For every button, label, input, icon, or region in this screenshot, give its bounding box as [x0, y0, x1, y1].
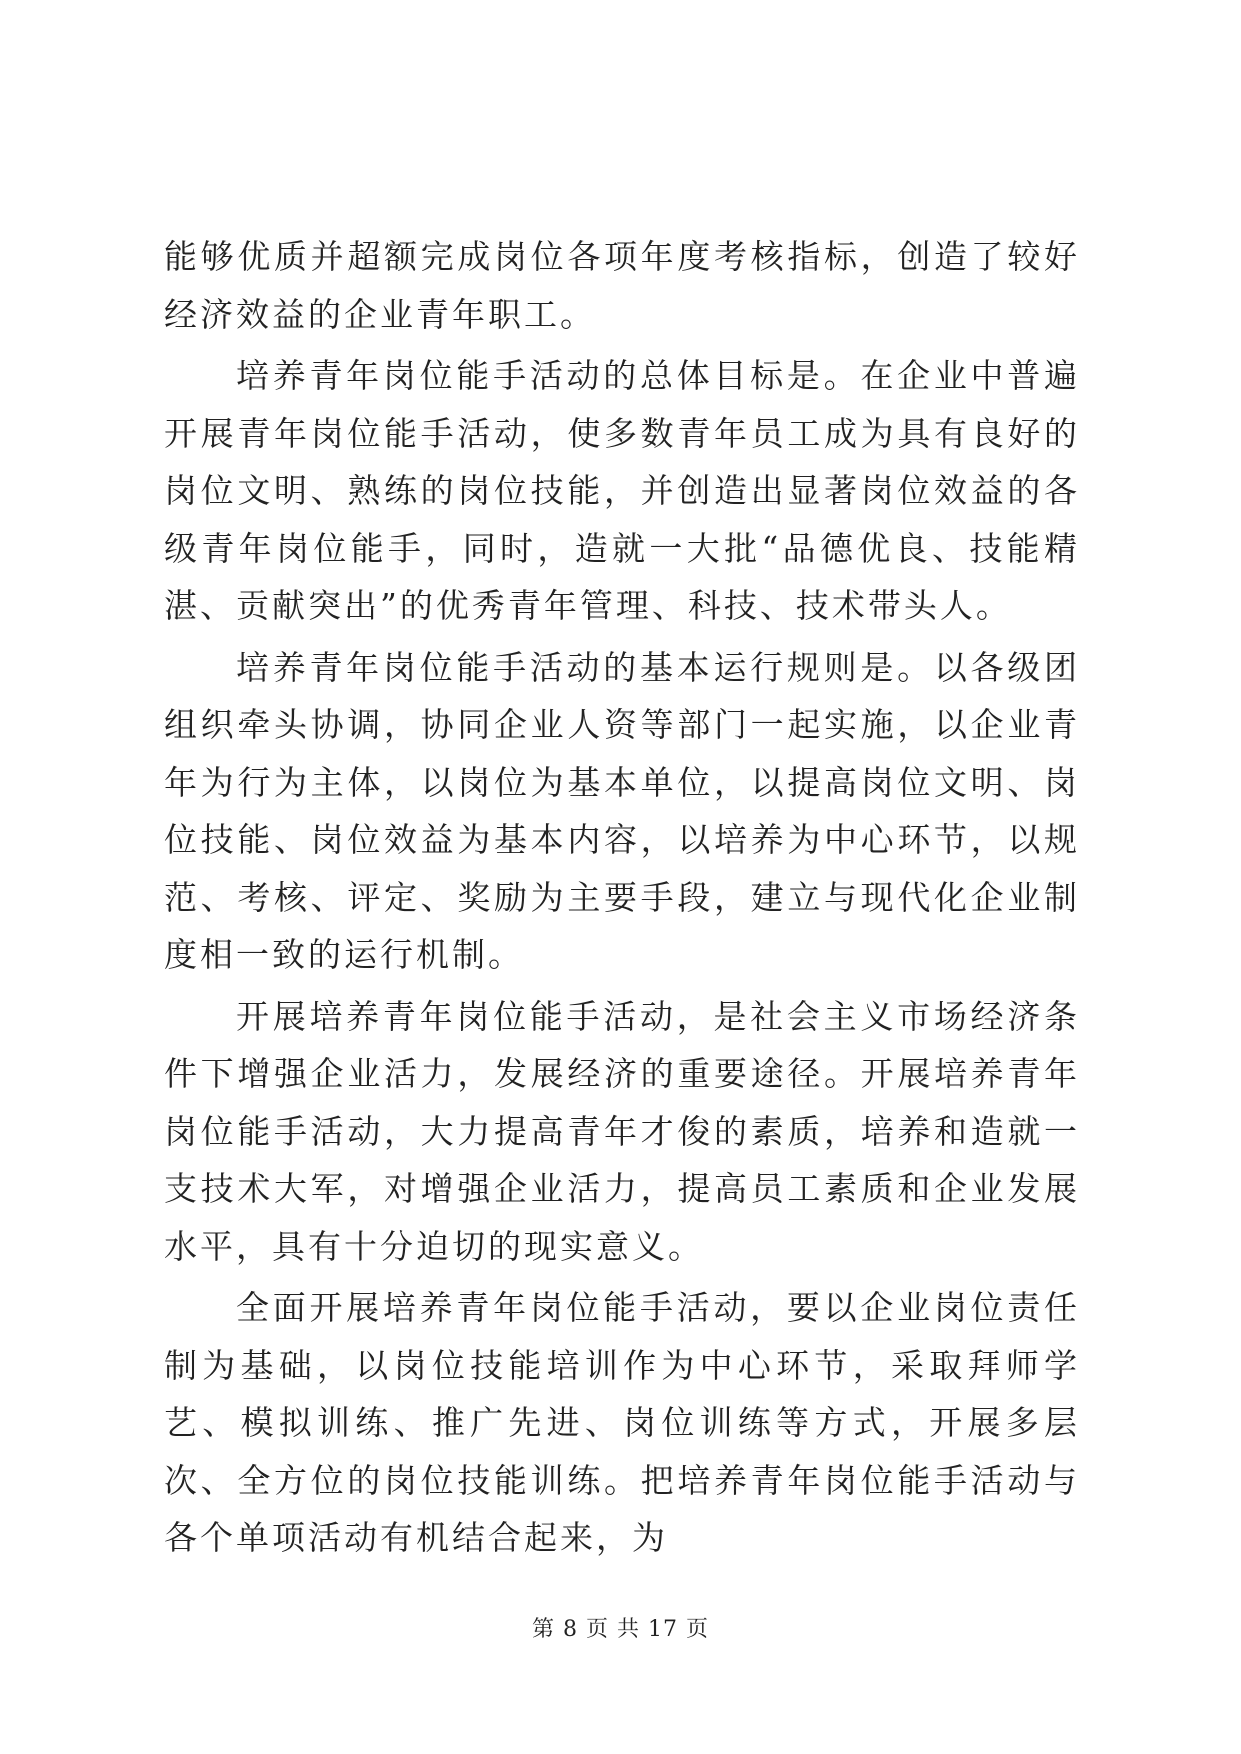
paragraph-5: 全面开展培养青年岗位能手活动，要以企业岗位责任制为基础，以岗位技能培训作为中心环节，采取拜师学艺、模拟训练、推广先进、岗位训练等方式，开展多层次、全方位的岗位技能训练。把培养青年岗位能手活动与各个单项活动有机结合起来，为 — [164, 1288, 1080, 1557]
document-body — [164, 228, 1080, 1571]
paragraph-4: 开展培养青年岗位能手活动，是社会主义市场经济条件下增强企业活力，发展经济的重要途径。开展培养青年岗位能手活动，大力提高青年才俊的素质，培养和造就一支技术大军，对增强企业活力，提高员工素质和企业发展水平，具有十分迫切的现实意义。 — [164, 996, 1080, 1266]
paragraph-3: 培养青年岗位能手活动的基本运行规则是。以各级团组织牵头协调，协同企业人资等部门一起实施，以企业青年为行为主体，以岗位为基本单位，以提高岗位文明、岗位技能、岗位效益为基本内容，以培养为中心环节，以规范、考核、评定、奖励为主要手段，建立与现代化企业制度相一致的运行机制。 — [164, 647, 1080, 974]
paragraph-2: 培养青年岗位能手活动的总体目标是。在企业中普遍开展青年岗位能手活动，使多数青年员工成为具有良好的岗位文明、熟练的岗位技能，并创造出显著岗位效益的各级青年岗位能手，同时，造就一大批“品德优良、技能精湛、贡献突出”的优秀青年管理、科技、技术带头人。 — [164, 356, 1080, 625]
page-footer: 第 8 页 共 17 页 — [532, 1617, 709, 1642]
paragraph-1: 能够优质并超额完成岗位各项年度考核指标，创造了较好经济效益的企业青年职工。 — [164, 237, 1080, 334]
